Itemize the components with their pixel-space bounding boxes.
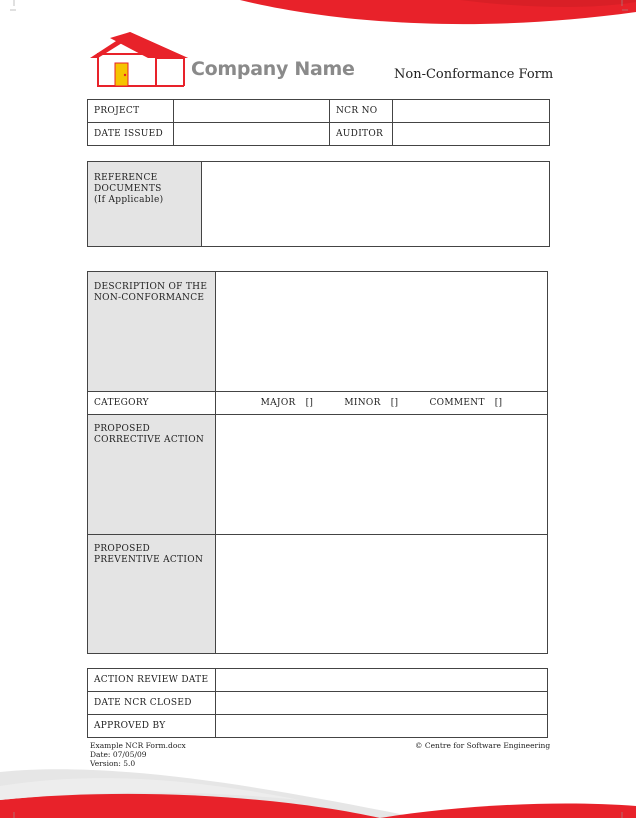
major-label: MAJOR: [260, 398, 296, 408]
category-option-major[interactable]: [261, 398, 314, 408]
project-field[interactable]: [174, 100, 330, 123]
category-option-comment[interactable]: [430, 398, 503, 408]
ncr-no-field[interactable]: [393, 100, 550, 123]
reference-label: [88, 162, 202, 247]
ncr-no-label: NCR NO: [330, 100, 393, 123]
comment-label: COMMENT: [429, 398, 485, 408]
auditor-field[interactable]: [393, 123, 550, 146]
footer-filename: Example NCR Form.docx: [90, 741, 186, 750]
form-title: Non-Conformance Form: [394, 67, 554, 82]
category-option-minor[interactable]: [344, 398, 398, 408]
category-label: CATEGORY: [88, 392, 216, 415]
preventive-label-line2: PREVENTIVE ACTION: [94, 555, 204, 565]
approved-by-field[interactable]: [216, 715, 548, 738]
date-ncr-closed-field[interactable]: [216, 692, 548, 715]
date-ncr-closed-label: DATE NCR CLOSED: [88, 692, 216, 715]
corrective-action-field[interactable]: [216, 415, 548, 535]
minor-checkbox[interactable]: []: [390, 398, 399, 408]
description-label-line1: DESCRIPTION OF THE: [94, 282, 208, 292]
reference-label-line1: REFERENCE: [94, 173, 158, 183]
date-issued-label: DATE ISSUED: [88, 123, 174, 146]
corrective-action-label: [88, 415, 216, 535]
auditor-label: AUDITOR: [330, 123, 393, 146]
action-review-date-label: ACTION REVIEW DATE: [88, 669, 216, 692]
category-options: [216, 392, 548, 415]
house-logo-icon: [88, 30, 190, 88]
date-issued-field[interactable]: [174, 123, 330, 146]
preventive-label-line1: PROPOSED: [94, 544, 150, 554]
reference-label-line3: (If Applicable): [94, 195, 164, 205]
description-field[interactable]: [216, 272, 548, 392]
approved-by-label: APPROVED BY: [88, 715, 216, 738]
corrective-label-line2: CORRECTIVE ACTION: [94, 435, 205, 445]
description-label: [88, 272, 216, 392]
major-checkbox[interactable]: []: [305, 398, 314, 408]
reference-label-line2: DOCUMENTS: [94, 184, 162, 194]
reference-table: [87, 161, 550, 247]
footer-info: [90, 741, 186, 768]
corrective-label-line1: PROPOSED: [94, 424, 150, 434]
footer-date: Date: 07/05/09: [90, 750, 147, 759]
action-review-date-field[interactable]: [216, 669, 548, 692]
comment-checkbox[interactable]: []: [494, 398, 503, 408]
footer-version: Version: 5.0: [90, 759, 136, 768]
review-table: [87, 668, 548, 738]
footer-copyright: © Centre for Software Engineering: [415, 741, 551, 750]
project-label: PROJECT: [88, 100, 174, 123]
preventive-action-label: [88, 535, 216, 654]
reference-documents-field[interactable]: [202, 162, 550, 247]
company-name: Company Name: [191, 58, 355, 80]
preventive-action-field[interactable]: [216, 535, 548, 654]
minor-label: MINOR: [344, 398, 381, 408]
description-label-line2: NON-CONFORMANCE: [94, 293, 205, 303]
ncr-main-table: [87, 271, 548, 654]
project-info-table: [87, 99, 550, 146]
